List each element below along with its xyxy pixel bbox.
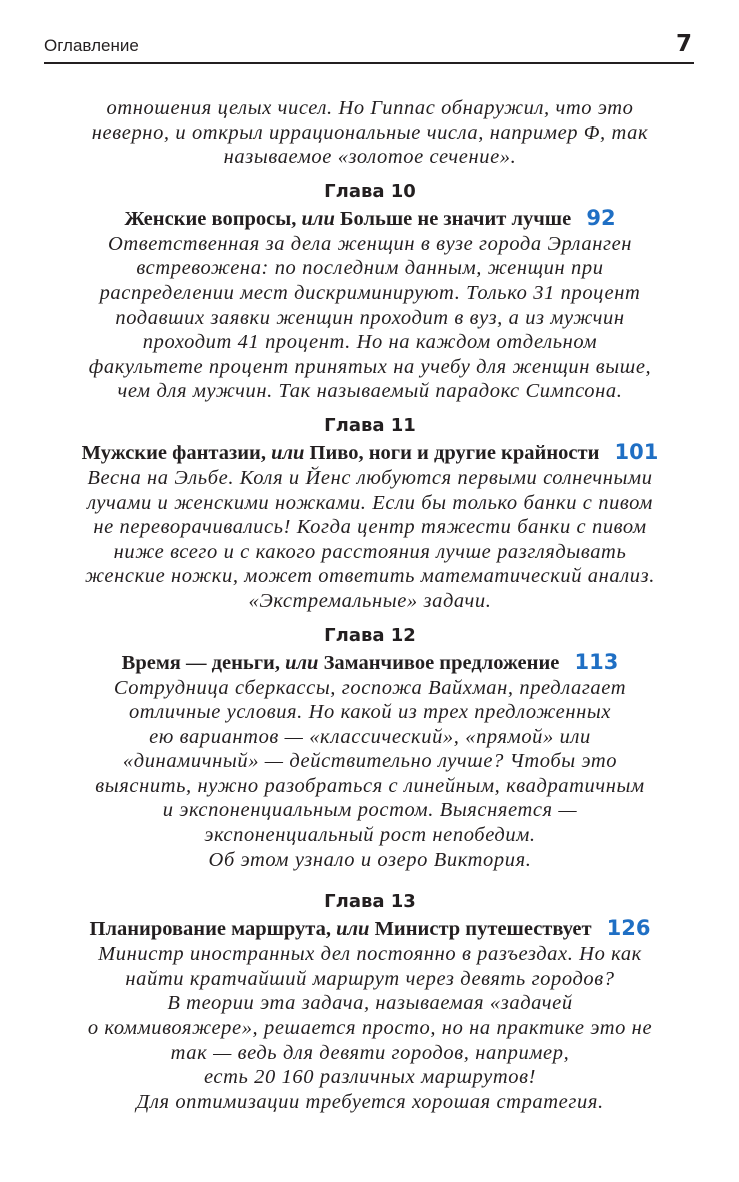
chapter-title-main: Время — деньги, [121, 651, 280, 674]
desc-line: женские ножки, может ответить математический анализ. [85, 565, 655, 588]
chapter-description [40, 466, 700, 614]
running-header [44, 30, 694, 64]
chapter-label: Глава 11 [324, 414, 416, 436]
desc-line: Весна на Эльбе. Коля и Йенс любуются первыми солнечными [87, 466, 653, 489]
desc-line: чем для мужчин. Так называемый парадокс Симпсона. [117, 380, 623, 403]
chapter-description [40, 676, 700, 873]
chapter-title-alt: Заманчивое предложение [323, 651, 560, 674]
chapter-title-alt: Министр путешествует [374, 918, 592, 941]
toc-entry-chapter-10 [40, 180, 700, 404]
chapter-title-or: или [285, 651, 319, 674]
desc-line: лучами и женскими ножками. Если бы только банки с пивом [87, 491, 653, 514]
intro-paragraph [40, 96, 700, 170]
desc-line: Сотрудница сберкассы, госпожа Вайхман, предлагает [113, 676, 627, 699]
chapter-title-main: Женские вопросы, [124, 207, 297, 230]
desc-line: Об этом узнало и озеро Виктория. [208, 848, 532, 871]
toc-content [40, 96, 700, 1114]
chapter-title[interactable] [40, 439, 700, 466]
section-title: Оглавление [44, 36, 139, 55]
chapter-title-alt: Пиво, ноги и другие крайности [309, 441, 600, 464]
toc-entry-chapter-12 [40, 624, 700, 873]
chapter-title[interactable] [40, 649, 700, 676]
toc-entry-chapter-13 [40, 890, 700, 1114]
desc-line: о коммивояжере», решается просто, но на практике это не [87, 1017, 653, 1040]
intro-line: неверно, и открыл иррациональные числа, например Φ, так [91, 121, 649, 144]
chapter-title[interactable] [40, 915, 700, 942]
desc-line: проходит 41 процент. Но на каждом отдельном [142, 331, 598, 354]
desc-line: Для оптимизации требуется хорошая стратегия. [136, 1090, 604, 1113]
chapter-description [40, 942, 700, 1114]
page-number: 7 [675, 31, 692, 57]
desc-line: «Экстремальные» задачи. [248, 589, 492, 612]
chapter-page-link[interactable]: 126 [606, 916, 651, 941]
desc-line: найти кратчайший маршрут через девять городов? [125, 967, 615, 990]
chapter-title-alt: Больше не значит лучше [339, 207, 572, 230]
chapter-page-link[interactable]: 101 [614, 439, 659, 464]
desc-line: Министр иностранных дел постоянно в разъездах. Но как [98, 943, 642, 966]
desc-line: распределении мест дискриминируют. Только 31 процент [99, 281, 641, 304]
desc-line: В теории эта задача, называемая «задачей [167, 992, 573, 1015]
chapter-title-or: или [271, 441, 305, 464]
chapter-title-main: Планирование маршрута, [89, 918, 331, 941]
desc-line: факультете процент принятых на учебу для женщин выше, [88, 355, 652, 378]
desc-line: ниже всего и с какого расстояния лучше разглядывать [113, 540, 627, 563]
desc-line: так — ведь для девяти городов, например, [170, 1041, 570, 1064]
chapter-label: Глава 13 [324, 891, 416, 913]
chapter-title-or: или [336, 918, 370, 941]
chapter-label: Глава 10 [324, 180, 416, 202]
desc-line: экспоненциальный рост непобедим. [204, 824, 536, 847]
chapter-title-or: или [301, 207, 335, 230]
chapter-label: Глава 12 [324, 624, 416, 646]
desc-line: и экспоненциальным ростом. Выясняется — [162, 799, 578, 822]
desc-line: «динамичный» — действительно лучше? Чтобы это [122, 750, 618, 773]
chapter-title-main: Мужские фантазии, [81, 441, 266, 464]
chapter-description [40, 232, 700, 404]
desc-line: ею вариантов — «классический», «прямой» или [149, 725, 591, 748]
intro-line: отношения целых чисел. Но Гиппас обнаружил, что это [106, 97, 634, 119]
desc-line: отличные условия. Но какой из трех предложенных [128, 701, 612, 724]
chapter-page-link[interactable]: 113 [574, 649, 619, 674]
desc-line: подавших заявки женщин проходит в вуз, а из мужчин [115, 306, 625, 329]
desc-line: встревожена: по последним данным, женщин при [136, 257, 604, 280]
desc-line: выяснить, нужно разобраться с линейным, квадратичным [95, 774, 645, 797]
intro-line: называемое «золотое сечение». [223, 146, 517, 169]
desc-line: есть 20 160 различных маршрутов! [203, 1066, 537, 1089]
desc-line: Ответственная за дела женщин в вузе города Эрланген [107, 232, 633, 255]
chapter-title[interactable] [40, 205, 700, 232]
toc-entry-chapter-11 [40, 414, 700, 614]
desc-line: не переворачивались! Когда центр тяжести банки с пивом [93, 516, 647, 539]
chapter-page-link[interactable]: 92 [586, 205, 616, 230]
